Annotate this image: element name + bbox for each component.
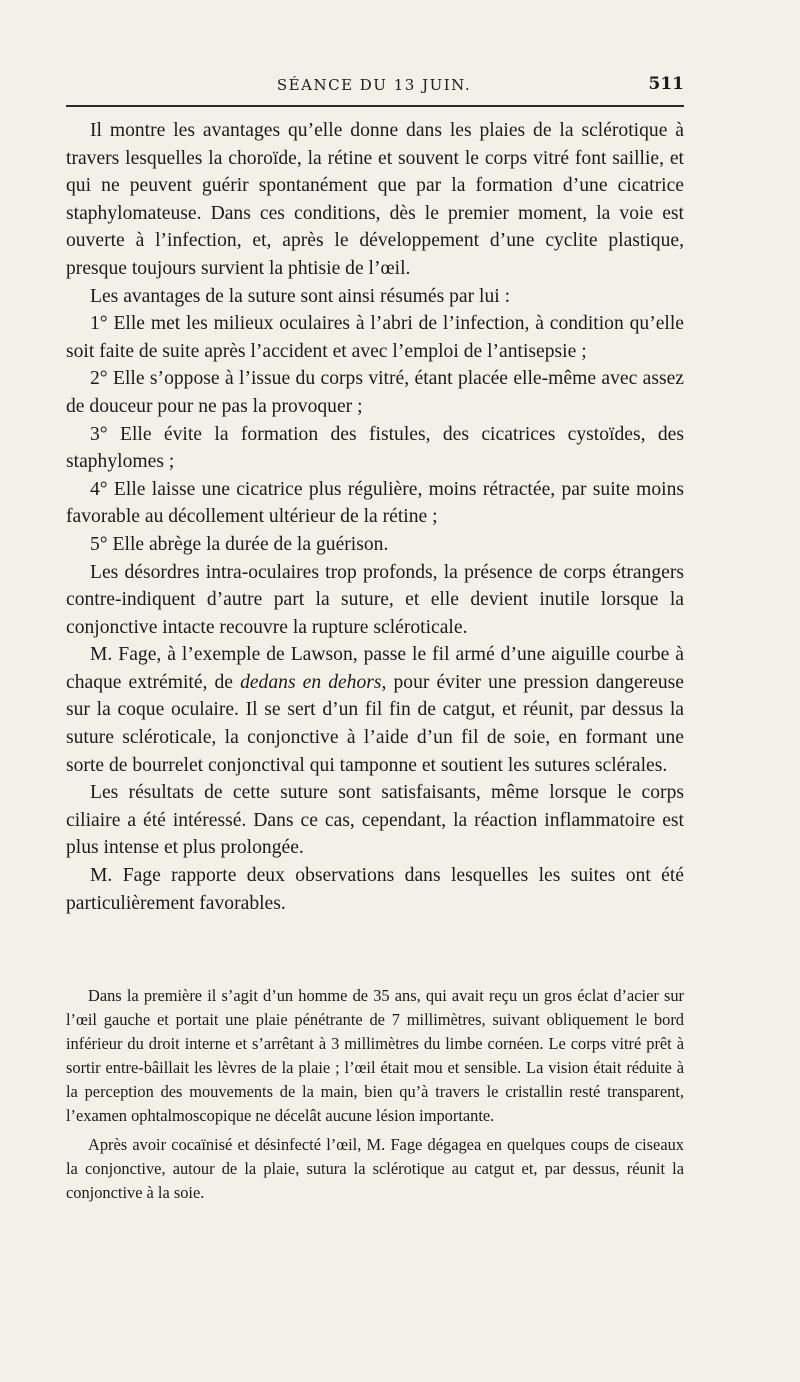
paragraph xyxy=(66,641,684,779)
italic-phrase: dedans en dehors xyxy=(240,671,382,693)
text-run: M. Fage, à l’exemple de Lawson, passe le fil armé d’une aiguille courbe à chaque extrémité, de xyxy=(66,644,684,693)
page-header xyxy=(64,76,684,98)
list-item: 4° Elle laisse une cicatrice plus régulière, moins rétractée, par suite moins favorable au décollement ultérieur de la rétine ; xyxy=(66,478,684,528)
paragraph: Les résultats de cette suture sont satisfaisants, même lorsque le corps ciliaire a été intéressé. Dans ce cas, cependant, la réaction inflammatoire est plus intense et plus prolongée. xyxy=(66,782,684,859)
running-head: SÉANCE DU 13 JUIN. xyxy=(276,76,472,94)
main-text xyxy=(66,117,684,917)
paragraph: Les désordres intra-oculaires trop profonds, la présence de corps étrangers contre-indiquent d’autre part la suture, et elle devient inutile lorsque la conjonctive intacte recouvre la rupture scléroticale. xyxy=(66,561,684,638)
paragraph: Après avoir cocaïnisé et désinfecté l’œil, M. Fage dégagea en quelques coups de ciseaux la conjonctive, autour de la plaie, sutura la sclérotique au catgut et, par dessus, réunit la conjonctive à la soie. xyxy=(66,1134,684,1202)
paragraph: Les avantages de la suture sont ainsi résumés par lui : xyxy=(90,285,511,307)
list-item: 5° Elle abrège la durée de la guérison. xyxy=(90,533,389,555)
list-item: 3° Elle évite la formation des fistules, des cicatrices cystoïdes, des staphylomes ; xyxy=(66,423,684,473)
observation-text xyxy=(66,984,684,1205)
paragraph: Dans la première il s’agit d’un homme de 35 ans, qui avait reçu un gros éclat d’acier sur l’œil gauche et portait une plaie pénétrante de 7 millimètres, suivant obliquement le bord inférieur du droit interne et s’arrêtant à 3 millimètres du limbe cornéen. Le corps vitré prêt à sortir entre-bâillait les lèvres de la plaie ; l’œil était mou et sensible. La vision était réduite à la perception des mouvements de la main, bien qu’à travers le cristallin resté transparent, l’examen ophtalmoscopique ne décelât aucune lésion importante. xyxy=(66,986,684,1126)
list-item: 2° Elle s’oppose à l’issue du corps vitré, étant placée elle-même avec assez de douceur pour ne pas la provoquer ; xyxy=(66,368,684,417)
header-rule xyxy=(66,105,684,107)
list-item: 1° Elle met les milieux oculaires à l’abri de l’infection, à condition qu’elle soit faite de suite après l’accident et avec l’emploi de l’antisepsie ; xyxy=(66,313,684,362)
paragraph: M. Fage rapporte deux observations dans lesquelles les suites ont été particulièrement favorables. xyxy=(66,865,684,914)
paragraph: Il montre les avantages qu’elle donne dans les plaies de la sclérotique à travers lesquelles la choroïde, la rétine et souvent le corps vitré font saillie, et qui ne peuvent guérir spontanément que par la formation d’une cicatrice staphylomateuse. Dans ces conditions, dès le premier moment, la voie est ouverte à l’infection, et, après le développement d’une cyclite plastique, presque toujours survient la phtisie de l’œil. xyxy=(66,120,684,279)
page-number: 511 xyxy=(648,74,684,94)
text-run: , pour éviter une pression dangereuse sur la coque oculaire. Il se sert d’un fil fin de catgut, et réunit, par dessus la suture scléroticale, la conjonctive à l’aide d’un fil de soie, en formant une sorte de bourrelet conjonctival qui tamponne et soutient les sutures sclérales. xyxy=(66,671,684,776)
